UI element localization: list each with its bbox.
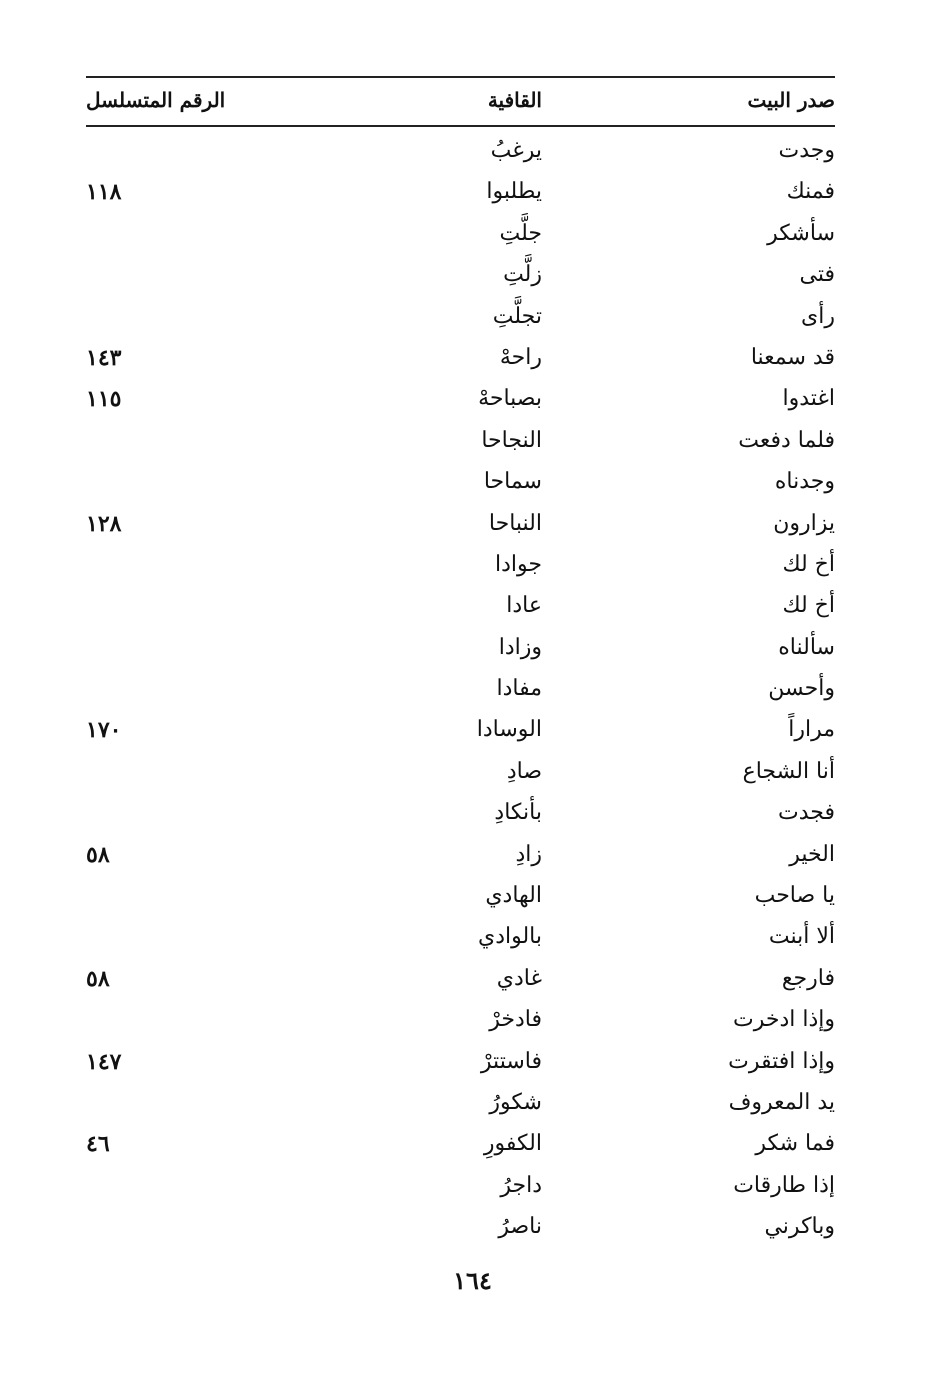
- rhyme-cell: وزادا: [498, 634, 542, 660]
- first-hemistich-cell: وباكرني: [764, 1214, 835, 1240]
- first-hemistich-cell: فلما دفعت: [738, 427, 835, 453]
- rhyme-cell: راحهْ: [499, 344, 542, 370]
- first-hemistich-cell: وأحسن: [768, 676, 835, 702]
- table-row: [86, 1209, 835, 1250]
- top-rule: [86, 76, 835, 78]
- table-row: [86, 671, 835, 712]
- rhyme-cell: مفادا: [496, 676, 542, 702]
- rhyme-cell: النباحا: [488, 510, 542, 536]
- table-header: [86, 82, 835, 118]
- serial-number-cell: ١٤٣: [86, 344, 122, 371]
- table-row: [86, 712, 835, 753]
- rhyme-cell: جلَّتِ: [499, 220, 542, 246]
- serial-number-cell: ١٢٨: [86, 510, 122, 537]
- table-row: [86, 837, 835, 878]
- rhyme-cell: فاستترْ: [480, 1048, 542, 1074]
- rhyme-cell: النجاحا: [481, 427, 542, 453]
- first-hemistich-cell: الخير: [789, 841, 835, 867]
- first-hemistich-cell: سأشكر: [767, 220, 835, 246]
- first-hemistich-cell: أخ لك: [782, 593, 835, 619]
- first-hemistich-cell: وإذا ادخرت: [733, 1007, 835, 1033]
- first-hemistich-cell: فجدت: [778, 800, 835, 826]
- table-row: [86, 299, 835, 340]
- table-row: [86, 257, 835, 298]
- serial-number-cell: ١٧٠: [86, 717, 122, 744]
- rhyme-cell: بأنكادِ: [494, 800, 542, 826]
- first-hemistich-cell: يزارون: [773, 510, 835, 536]
- header-first-hemistich: صدر البيت: [747, 88, 835, 112]
- table-row: [86, 340, 835, 381]
- first-hemistich-cell: إذا طارقات: [733, 1172, 835, 1198]
- table-row: [86, 133, 835, 174]
- rhyme-cell: زلَّتِ: [503, 262, 542, 288]
- table-row: [86, 506, 835, 547]
- rhyme-cell: ناصرُ: [498, 1214, 542, 1240]
- first-hemistich-cell: ألا أبنت: [768, 924, 835, 950]
- first-hemistich-cell: أنا الشجاع: [742, 758, 835, 784]
- table-row: [86, 878, 835, 919]
- first-hemistich-cell: وجدناه: [774, 469, 835, 495]
- serial-number-cell: ١١٥: [86, 386, 122, 413]
- table-row: [86, 216, 835, 257]
- table-row: [86, 919, 835, 960]
- rhyme-cell: الوسادا: [476, 717, 542, 743]
- first-hemistich-cell: سألناه: [778, 634, 835, 660]
- rhyme-cell: عادا: [506, 593, 542, 619]
- first-hemistich-cell: مراراً: [788, 717, 835, 743]
- rhyme-cell: غادي: [496, 965, 542, 991]
- serial-number-cell: ٥٨: [86, 841, 110, 868]
- first-hemistich-cell: اغتدوا: [782, 386, 835, 412]
- serial-number-cell: ١١٨: [86, 179, 122, 206]
- rhyme-cell: فادخرْ: [489, 1007, 542, 1033]
- rhyme-cell: يرغبُ: [490, 138, 542, 163]
- table-row: [86, 381, 835, 422]
- table-row: [86, 1044, 835, 1085]
- first-hemistich-cell: أخ لك: [782, 551, 835, 577]
- first-hemistich-cell: وإذا افتقرت: [728, 1048, 835, 1074]
- table-row: [86, 1126, 835, 1167]
- first-hemistich-cell: قد سمعنا: [750, 344, 835, 370]
- rhyme-cell: شكورُ: [489, 1089, 542, 1115]
- table-row: [86, 1168, 835, 1209]
- rhyme-cell: الهادي: [485, 883, 542, 909]
- first-hemistich-cell: فما شكر: [755, 1131, 835, 1157]
- serial-number-cell: ١٤٧: [86, 1048, 122, 1075]
- first-hemistich-cell: فتى: [799, 262, 835, 288]
- rhyme-cell: داجرُ: [500, 1172, 542, 1198]
- first-hemistich-cell: يد المعروف: [728, 1089, 835, 1115]
- first-hemistich-cell: يا صاحب: [754, 883, 835, 909]
- table-row: [86, 754, 835, 795]
- rhyme-cell: يطلبوا: [486, 179, 542, 205]
- rhyme-cell: تجلَّتِ: [492, 303, 542, 329]
- table-row: [86, 630, 835, 671]
- rhyme-cell: بالوادي: [477, 924, 542, 950]
- rhyme-cell: صادِ: [506, 758, 542, 784]
- table-row: [86, 423, 835, 464]
- table-row: [86, 1002, 835, 1043]
- table-row: [86, 588, 835, 629]
- table-row: [86, 174, 835, 215]
- first-hemistich-cell: وجدت: [778, 138, 835, 163]
- rhyme-cell: الكفورِ: [483, 1131, 542, 1157]
- header-rhyme: القافية: [487, 88, 542, 112]
- table-row: [86, 961, 835, 1002]
- rhyme-cell: سماحا: [483, 469, 542, 495]
- first-hemistich-cell: فمنك: [786, 179, 835, 205]
- serial-number-cell: ٥٨: [86, 965, 110, 992]
- rhyme-cell: بصباحهْ: [478, 386, 542, 412]
- header-serial-number: الرقم المتسلسل: [86, 88, 226, 112]
- table-body: [86, 133, 835, 1251]
- header-rule: [86, 125, 835, 127]
- rhyme-cell: زادِ: [515, 841, 542, 867]
- rhyme-cell: جوادا: [495, 551, 542, 577]
- table-row: [86, 795, 835, 836]
- table-row: [86, 547, 835, 588]
- table-row: [86, 464, 835, 505]
- first-hemistich-cell: فارجع: [781, 965, 835, 991]
- page-number: ١٦٤: [453, 1266, 492, 1295]
- serial-number-cell: ٤٦: [86, 1131, 110, 1158]
- table-row: [86, 1085, 835, 1126]
- first-hemistich-cell: رأى: [801, 303, 835, 329]
